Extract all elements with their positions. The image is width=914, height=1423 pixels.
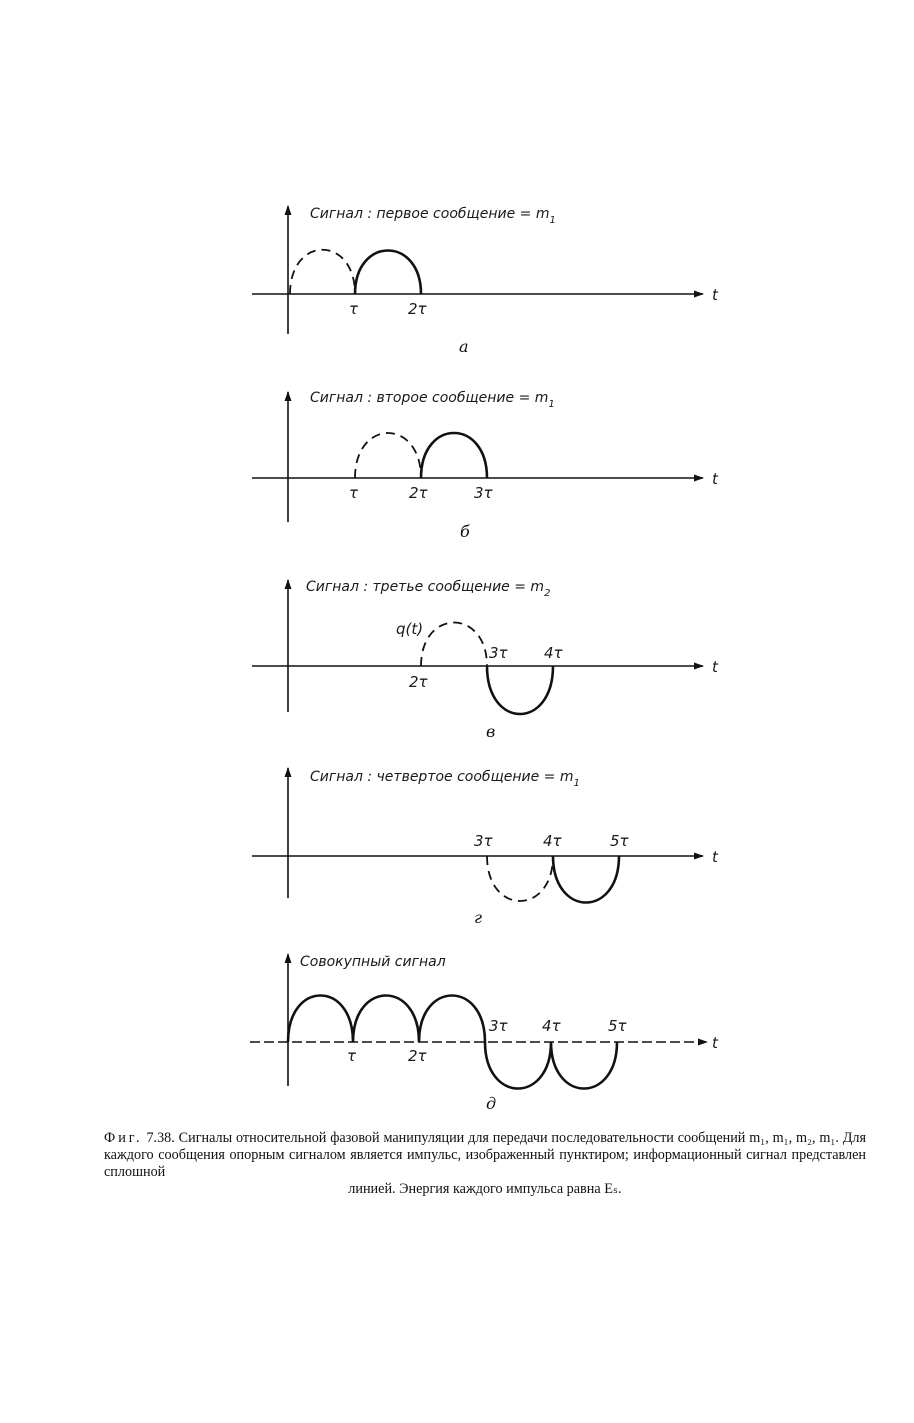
panel-title: Сигнал : третье сообщение = $m_2$ [306,579,551,599]
tick-label-2tau: 2τ [408,300,427,318]
axis-label-t: t [712,1034,718,1052]
reference-pulse-dashed [487,856,553,901]
tick-label-4tau: 4τ [543,832,562,850]
panel-letter: а [459,337,469,356]
tick-label-3tau: 3τ [474,484,493,502]
panel-title: Совокупный сигнал [300,954,446,970]
panel-a [252,206,719,356]
tick-label-5tau: 5τ [608,1017,627,1035]
tick-label-4tau: 4τ [542,1017,561,1035]
panel-letter: в [486,722,496,741]
information-pulse-solid [355,251,421,295]
reference-pulse-dashed [355,433,421,478]
axis-label-t: t [712,286,718,304]
axis-label-t: t [712,848,718,866]
tick-label-tau: τ [347,1047,357,1065]
tick-label-3tau: 3τ [489,644,508,662]
tick-label-tau: τ [349,484,359,502]
tick-label-3tau: 3τ [474,832,493,850]
figure-label: Фиг. [104,1130,143,1146]
information-pulse-solid [421,433,487,478]
information-pulse-solid [553,856,619,903]
q-of-t-label: q(t) [396,620,424,638]
panel-b [252,390,719,541]
tick-label-tau: τ [349,300,359,318]
information-pulse-solid [487,666,553,714]
tick-label-3tau: 3τ [489,1017,508,1035]
panel-title: Сигнал : четвертое сообщение = $m_1$ [310,769,580,789]
caption-text: Сигналы относительной фазовой манипуляции для передачи последовательности сообщений m₁, m₁, m₂, m₁. Для каждого сообщения опорным сигналом является импульс, изображенный пунктиром; информационный сигнал представлен сплошной [104,1130,867,1180]
tick-label-2tau: 2τ [409,484,428,502]
reference-pulse-dashed [421,623,487,667]
tick-label-4tau: 4τ [544,644,563,662]
panel-d [250,954,719,1113]
tick-label-2tau: 2τ [409,673,428,691]
reference-pulse-dashed [290,250,355,294]
caption-last-line: линией. Энергия каждого импульса равна Eₛ. [348,1181,622,1197]
panel-letter: д [486,1094,497,1113]
tick-label-2tau: 2τ [408,1047,427,1065]
figure-number: 7.38. [146,1130,175,1146]
panel-letter: г [474,908,483,927]
panel-g [252,768,719,927]
axis-label-t: t [712,470,718,488]
time-axis-arrowhead [698,1039,708,1046]
tick-label-5tau: 5τ [610,832,629,850]
panel-title: Сигнал : первое сообщение = $m_1$ [310,206,556,226]
panel-title: Сигнал : второе сообщение = $m_1$ [310,390,555,410]
axis-label-t: t [712,658,718,676]
panel-v [252,579,719,741]
figure-caption [104,1130,866,1198]
panel-letter: б [460,522,470,541]
